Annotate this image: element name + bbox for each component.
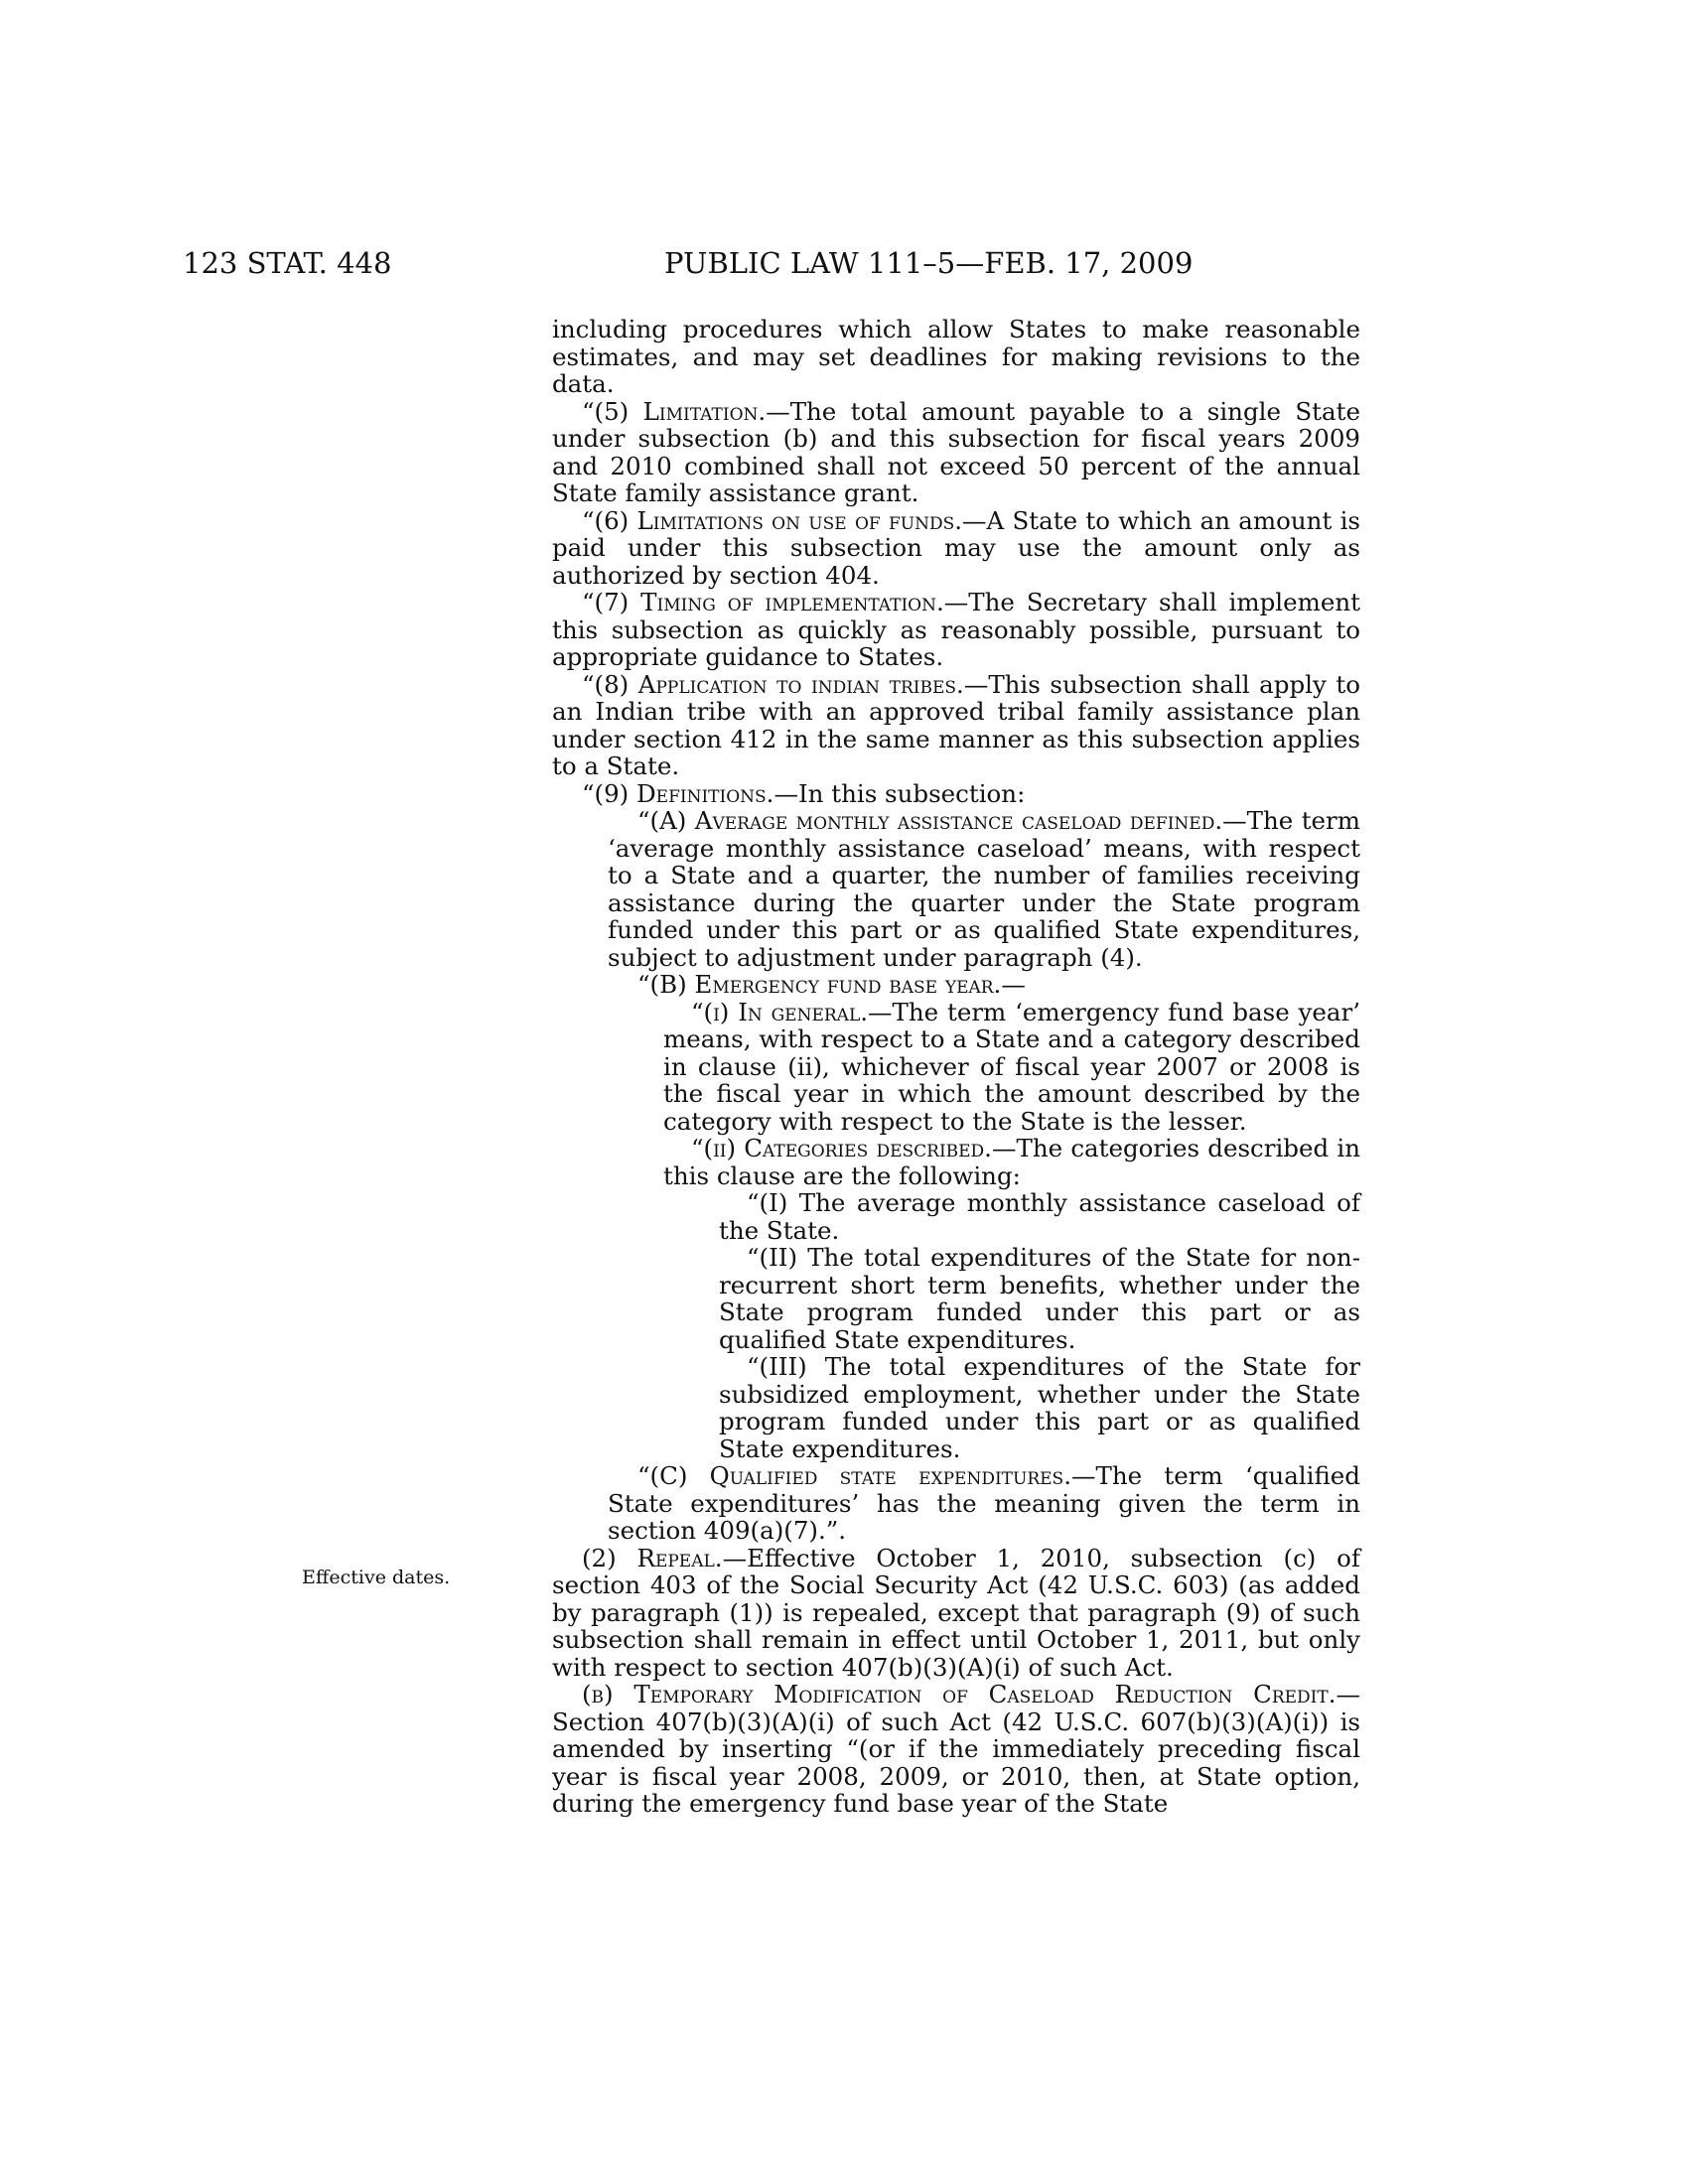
- paragraph-text: —This subsection shall apply to an Indian tribe with an approved tribal family assistance plan under section 412 in the same manner as this subsection applies to a State.: [552, 669, 1360, 780]
- paragraph-text: “(I) The average monthly assistance caseload of the State.: [719, 1188, 1360, 1245]
- page-header: [0, 246, 1688, 286]
- paragraph-text: —A State to which an amount is paid under this subsection may use the amount only as authorized by section 404.: [552, 505, 1360, 590]
- paragraph-text: including procedures which allow States to make reasonable estimates, and may set deadlines for making revisions to the data.: [552, 315, 1360, 398]
- margin-note-effective-dates: Effective dates.: [302, 1567, 451, 1588]
- heading: “(i) In general.: [691, 997, 869, 1026]
- statute-body: [552, 316, 1360, 1818]
- paragraph-text: —: [1001, 970, 1026, 999]
- paragraph-text: —The Secretary shall implement this subsection as quickly as reasonably possible, pursuant to appropriate guidance to States.: [552, 588, 1360, 671]
- heading: (2) Repeal.: [582, 1543, 723, 1572]
- paragraph-text: —The term ‘qualified State expenditures’ has the meaning given the term in section 409(a)(7).”.: [608, 1461, 1360, 1545]
- clause-ii-categories: [552, 1135, 1360, 1189]
- paragraph-5-limitation: [552, 398, 1360, 507]
- subparagraph-b-base-year: [552, 971, 1360, 999]
- heading: “(A) Average monthly assistance caseload defined.: [637, 806, 1223, 835]
- paragraph-7-timing: [552, 589, 1360, 671]
- paragraph-9-definitions: [552, 780, 1360, 808]
- paragraph-text: —The categories described in this clause are the following:: [663, 1134, 1361, 1190]
- heading: “(C) Qualified state expenditures.: [637, 1461, 1071, 1490]
- clause-i-in-general: [552, 999, 1360, 1136]
- paragraph-2-repeal: [552, 1545, 1360, 1682]
- paragraph-text: “(II) The total expenditures of the State for non-recurrent short term benefits, whether under the State program funded under this part or as qualified State expenditures.: [719, 1243, 1360, 1354]
- heading: “(8) Application to indian tribes.: [582, 669, 964, 699]
- paragraph-6-limitations-on-use: [552, 507, 1360, 590]
- paragraph-text: —The term ‘average monthly assistance caseload’ means, with respect to a State and a quarter, the number of families receiving assistance during the quarter under the State program funded under this part or as qualified State expenditures, subject to adjustment under paragraph (4).: [608, 806, 1360, 972]
- paragraph-text: —Section 407(b)(3)(A)(i) of such Act (42 U.S.C. 607(b)(3)(A)(i)) is amended by inserting “(or if the immediately preceding fiscal year is fiscal year 2008, 2009, or 2010, then, at State option, during the emergency fund base year of the State: [552, 1680, 1360, 1818]
- subparagraph-c-qualified: [552, 1462, 1360, 1545]
- heading: “(9) Definitions.: [582, 778, 774, 808]
- subclause-ii: [552, 1244, 1360, 1353]
- subsection-b-caseload-credit: [552, 1681, 1360, 1818]
- subclause-i: [552, 1189, 1360, 1244]
- heading: “(6) Limitations on use of funds.: [582, 505, 963, 535]
- paragraph-text: —In this subsection:: [774, 778, 1026, 808]
- heading: “(7) Timing of implementation.: [582, 588, 944, 616]
- paragraph-text: “(III) The total expenditures of the State for subsidized employment, whether under the State program funded under this part or as qualified State expenditures.: [719, 1352, 1360, 1463]
- statute-page-number: 123 STAT. 448: [183, 246, 392, 280]
- heading: “(ii) Categories described.: [691, 1134, 992, 1162]
- heading: “(B) Emergency fund base year.: [637, 970, 1002, 999]
- paragraph-text: —Effective October 1, 2010, subsection (c) of section 403 of the Social Security Act (42 U.S.C. 603) (as added by paragraph (1)) is repealed, except that paragraph (9) of such subsection shall remain in effect until October 1, 2011, but only with respect to section 407(b)(3)(A)(i) of such Act.: [552, 1543, 1360, 1682]
- running-head-law: PUBLIC LAW 111–5—FEB. 17, 2009: [664, 246, 1194, 280]
- paragraph-text: —The term ‘emergency fund base year’ means, with respect to a State and a category described in clause (ii), whichever of fiscal year 2007 or 2008 is the fiscal year in which the amount described by the category with respect to the State is the lesser.: [663, 997, 1361, 1136]
- paragraph-8-indian-tribes: [552, 671, 1360, 780]
- heading: (b) Temporary Modification of Caseload Reduction Credit.: [582, 1680, 1336, 1708]
- paragraph-text: —The total amount payable to a single State under subsection (b) and this subsection for fiscal years 2009 and 2010 combined shall not exceed 50 percent of the annual State family assistance grant.: [552, 396, 1360, 507]
- continued-paragraph: [552, 316, 1360, 398]
- subparagraph-a-caseload: [552, 807, 1360, 971]
- subclause-iii: [552, 1353, 1360, 1462]
- heading: “(5) Limitation.: [582, 396, 767, 426]
